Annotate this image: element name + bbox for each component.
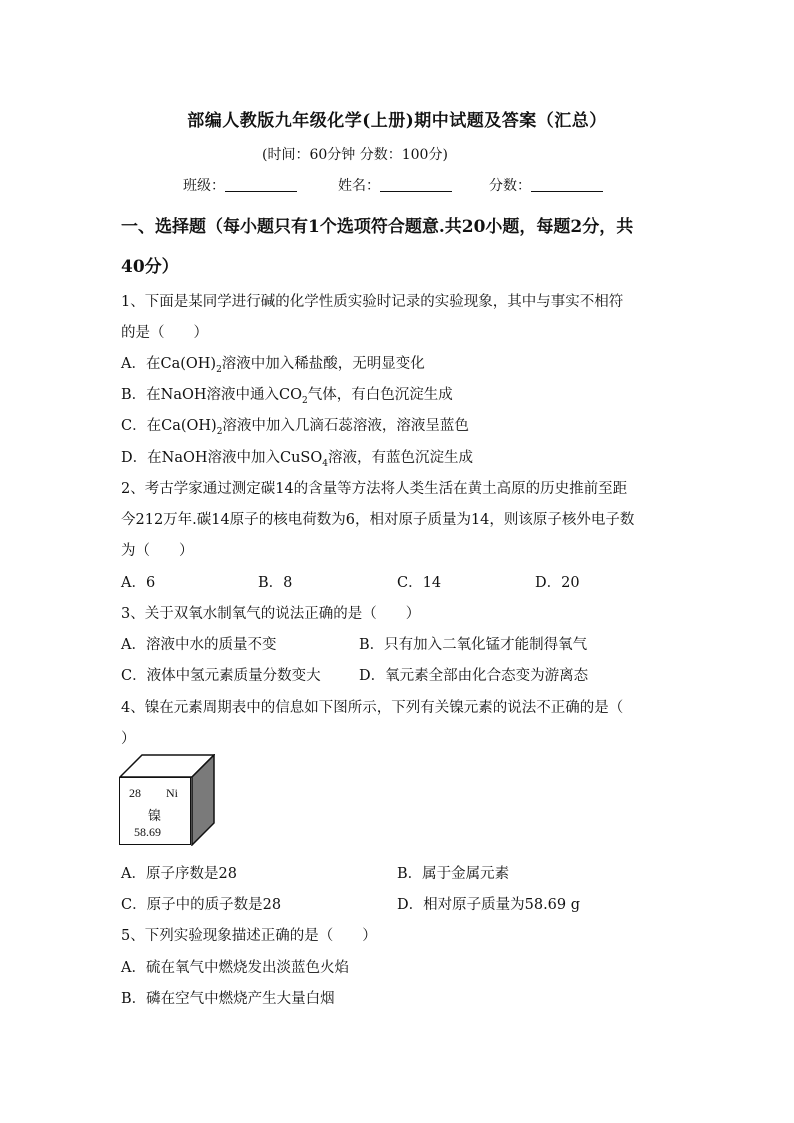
section-heading-line1: 一、选择题（每小题只有1个选项符合题意.共20小题，每题2分，共 [121,217,634,237]
atomic-number: 28 [129,786,141,800]
q4-option-c: C．原子中的质子数是28 [121,897,282,913]
q2-option-d: D．20 [535,575,580,591]
q2-option-a: A．6 [121,575,156,591]
q4-option-d: D．相对原子质量为58.69 g [397,897,581,913]
q4-option-a: A．原子序数是28 [121,866,237,882]
exam-time-score: (时间：60分钟 分数：100分) [262,147,448,163]
q2-stem-line1: 2、考古学家通过测定碳14的含量等方法将人类生活在黄土高原的历史推前至距 [121,481,628,497]
name-field [338,175,452,195]
element-name: 镍 [148,809,162,824]
q1-option-d: D．在NaOH溶液中加入CuSO$_4$溶液，有蓝色沉淀生成 [121,450,473,469]
q4-option-b: B．属于金属元素 [397,866,510,882]
q3-option-a: A．溶液中水的质量不变 [121,637,277,653]
q5-option-a: A．硫在氧气中燃烧发出淡蓝色火焰 [121,960,349,976]
nickel-element-cell [119,754,215,846]
class-field [183,175,297,195]
name-label: 姓名： [338,178,380,194]
element-symbol: Ni [166,786,178,800]
q5-option-b: B．磷在空气中燃烧产生大量白烟 [121,991,335,1007]
q4-stem-line2: ） [121,731,136,747]
q1-option-c: C．在$Ca(OH)_2$溶液中加入几滴石蕊溶液，溶液呈蓝色 [121,418,469,437]
q3-option-b: B．只有加入二氧化锰才能制得氧气 [359,637,588,653]
class-label: 班级： [183,178,225,194]
q2-stem-line3: 为（ ） [121,543,194,559]
class-blank [225,177,297,192]
q2-option-c: C．14 [397,575,442,591]
section-heading-line2: 40分） [121,257,179,277]
q1-option-a: A．在$Ca(OH)_2$溶液中加入稀盐酸，无明显变化 [121,356,425,375]
score-label: 分数： [489,178,531,194]
q1-option-b: B．在NaOH溶液中通入$CO_2$气体，有白色沉淀生成 [121,387,453,406]
q2-stem-line2: 今212万年.碳14原子的核电荷数为6，相对原子质量为14，则该原子核外电子数 [121,512,635,528]
score-blank [531,177,603,192]
q3-option-c: C．液体中氢元素质量分数变大 [121,668,321,684]
q5-stem: 5、下列实验现象描述正确的是（ ） [121,928,377,944]
q1-stem-line1: 1、下面是某同学进行碱的化学性质实验时记录的实验现象，其中与事实不相符 [121,294,624,310]
atomic-mass: 58.69 [134,825,161,839]
score-field [489,175,603,195]
q3-stem: 3、关于双氧水制氧气的说法正确的是（ ） [121,606,421,622]
name-blank [380,177,452,192]
q4-stem-line1: 4、镍在元素周期表中的信息如下图所示，下列有关镍元素的说法不正确的是（ [121,700,624,716]
q3-option-d: D．氧元素全部由化合态变为游离态 [359,668,589,684]
q1-stem-line2: 的是（ ） [121,325,208,341]
q2-option-b: B．8 [258,575,293,591]
page-title: 部编人教版九年级化学(上册)期中试题及答案（汇总） [187,111,607,131]
